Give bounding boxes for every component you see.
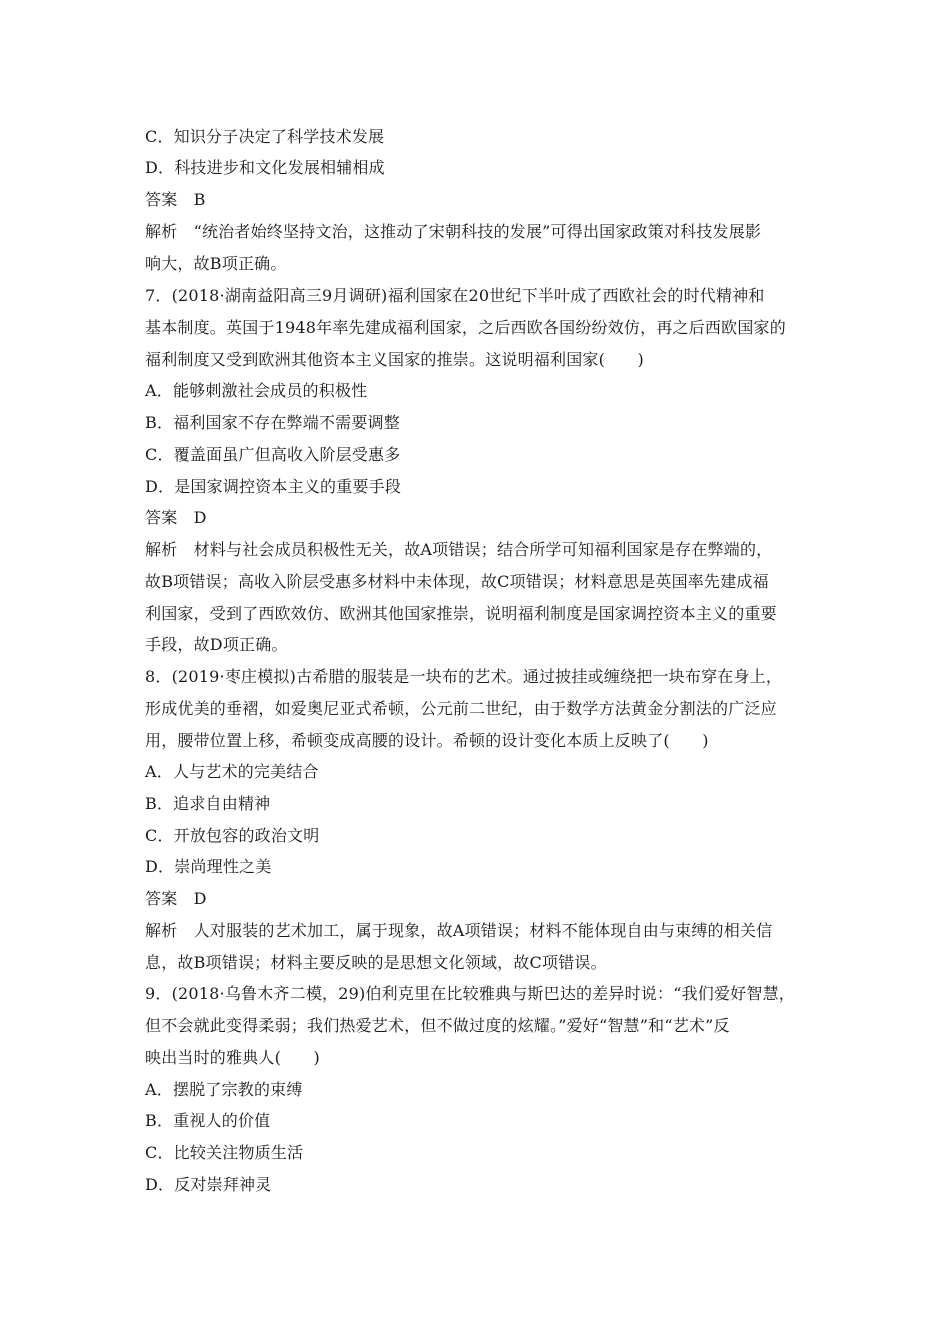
answer-q6: 答案 B xyxy=(145,190,206,209)
question-9-line-3: 映出当时的雅典人( ) xyxy=(145,1048,320,1067)
question-9-line-1: 9．(2018·乌鲁木齐二模，29)伯利克里在比较雅典与斯巴达的差异时说：“我们爱好智慧， xyxy=(145,984,796,1003)
explanation-q8-line-1: 解析 人对服装的艺术加工，属于现象，故A项错误；材料不能体现自由与束缚的相关信 xyxy=(145,921,773,940)
option-a-q8: A．人与艺术的完美结合 xyxy=(145,762,319,781)
option-b-q9: B．重视人的价值 xyxy=(145,1111,271,1130)
question-8-line-2: 形成优美的垂褶，如爱奥尼亚式希顿，公元前二世纪，由于数学方法黄金分割法的广泛应 xyxy=(145,699,777,718)
option-b-q8: B．追求自由精神 xyxy=(145,794,271,813)
question-7-line-3: 福利制度又受到欧洲其他资本主义国家的推崇。这说明福利国家( ) xyxy=(145,350,644,369)
option-d-q8: D．崇尚理性之美 xyxy=(145,857,272,876)
explanation-q7-line-3: 利国家，受到了西欧效仿、欧洲其他国家推崇，说明福利制度是国家调控资本主义的重要 xyxy=(145,604,777,623)
option-d-q9: D．反对崇拜神灵 xyxy=(145,1175,272,1194)
explanation-q7-line-2: 故B项错误；高收入阶层受惠多材料中未体现，故C项错误；材料意思是英国率先建成福 xyxy=(145,572,769,591)
question-8-line-1: 8．(2019·枣庄模拟)古希腊的服装是一块布的艺术。通过披挂或缠绕把一块布穿在身上， xyxy=(145,667,783,686)
question-7-line-1: 7．(2018·湖南益阳高三9月调研)福利国家在20世纪下半叶成了西欧社会的时代精神和 xyxy=(145,286,765,305)
explanation-q8-line-2: 息，故B项错误；材料主要反映的是思想文化领域，故C项错误。 xyxy=(145,953,607,972)
question-9-line-2: 但不会就此变得柔弱；我们热爱艺术，但不做过度的炫耀。”爱好“智慧”和“艺术”反 xyxy=(145,1016,730,1035)
option-c-q6: C．知识分子决定了科学技术发展 xyxy=(145,127,385,146)
question-8-line-3: 用，腰带位置上移，希顿变成高腰的设计。希顿的设计变化本质上反映了( ) xyxy=(145,731,709,750)
question-7-line-2: 基本制度。英国于1948年率先建成福利国家，之后西欧各国纷纷效仿，再之后西欧国家的 xyxy=(145,318,786,337)
answer-q7: 答案 D xyxy=(145,508,207,527)
option-b-q7: B．福利国家不存在弊端不需要调整 xyxy=(145,413,400,432)
option-c-q9: C．比较关注物质生活 xyxy=(145,1143,304,1162)
explanation-q7-line-4: 手段，故D项正确。 xyxy=(145,635,288,654)
explanation-q6-line-1: 解析 “统治者始终坚持文治，这推动了宋朝科技的发展”可得出国家政策对科技发展影 xyxy=(145,222,762,241)
option-d-q7: D．是国家调控资本主义的重要手段 xyxy=(145,477,402,496)
option-a-q7: A．能够刺激社会成员的积极性 xyxy=(145,381,368,400)
explanation-q6-line-2: 响大，故B项正确。 xyxy=(145,254,287,273)
option-a-q9: A．摆脱了宗教的束缚 xyxy=(145,1080,303,1099)
explanation-q7-line-1: 解析 材料与社会成员积极性无关，故A项错误；结合所学可知福利国家是存在弊端的， xyxy=(145,540,773,559)
option-d-q6: D．科技进步和文化发展相辅相成 xyxy=(145,158,385,177)
option-c-q7: C．覆盖面虽广但高收入阶层受惠多 xyxy=(145,445,401,464)
answer-q8: 答案 D xyxy=(145,889,207,908)
option-c-q8: C．开放包容的政治文明 xyxy=(145,826,320,845)
